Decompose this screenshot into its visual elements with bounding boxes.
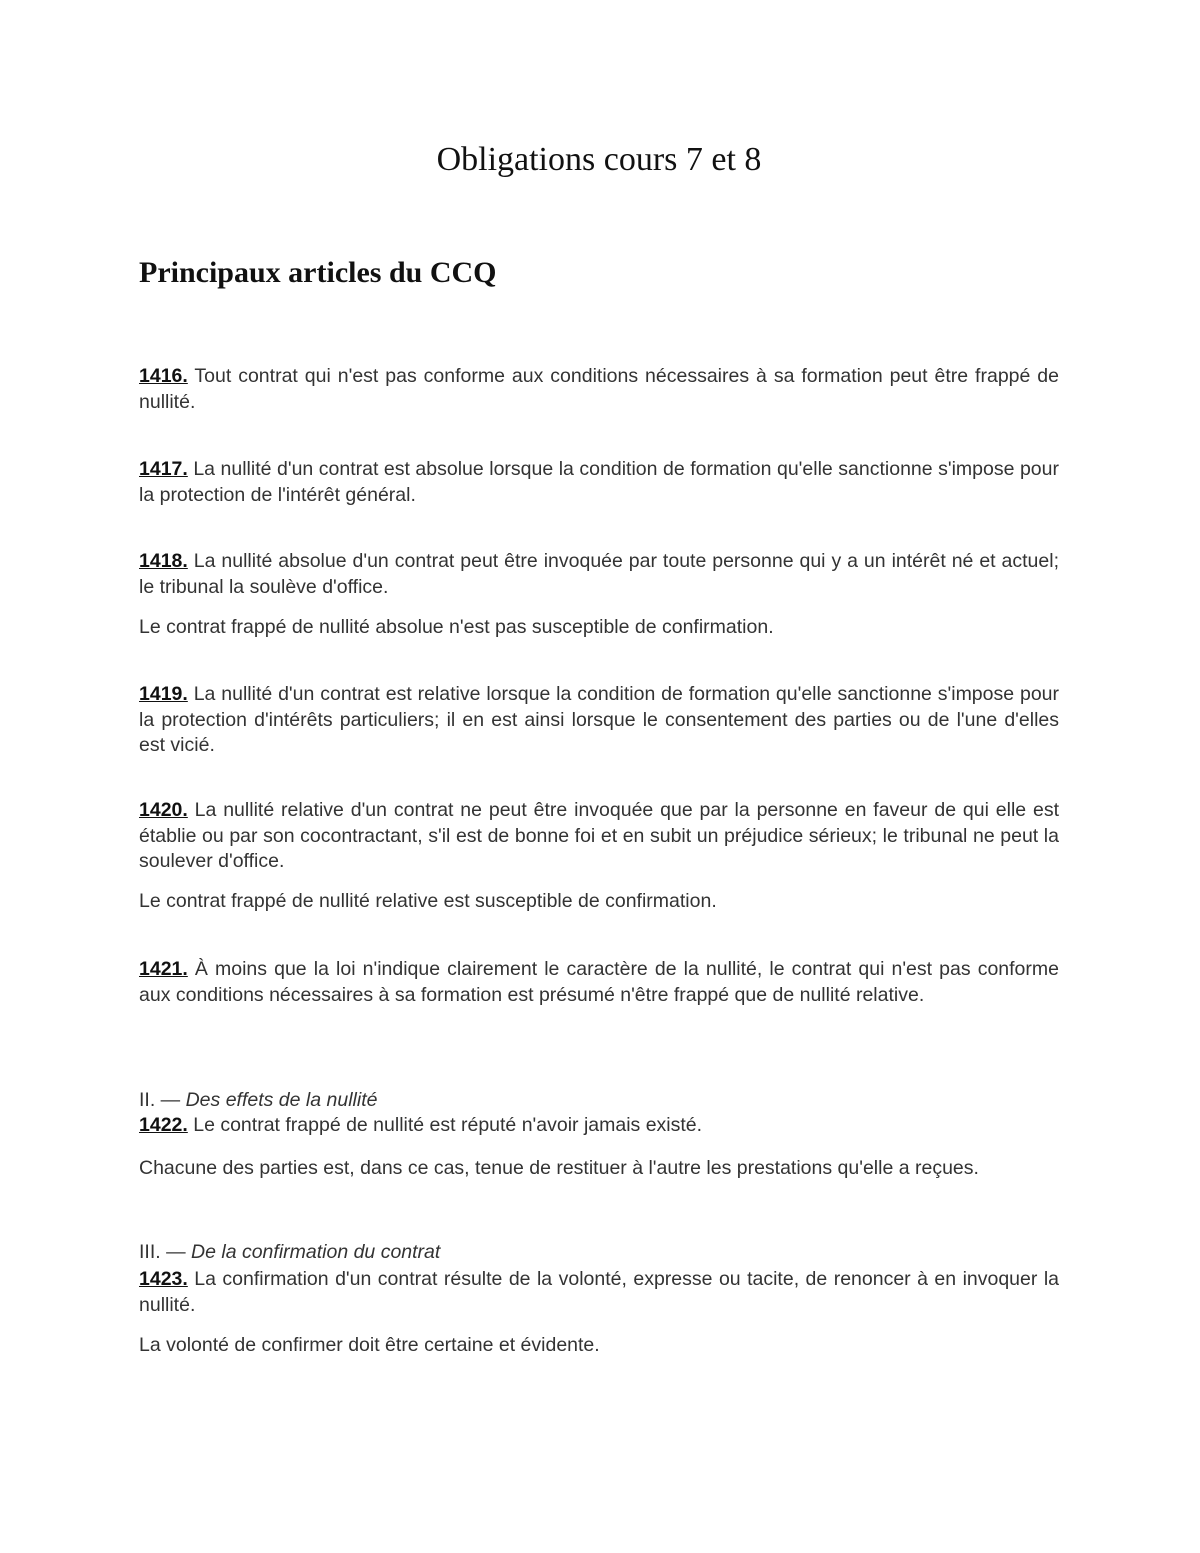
article-1419 (139, 682, 1059, 759)
article-text: Tout contrat qui n'est pas conforme aux conditions nécessaires à sa formation peut être frappé de nullité. (139, 365, 1059, 413)
article-number: 1423. (139, 1268, 188, 1290)
article-text: Le contrat frappé de nullité est réputé n'avoir jamais existé. (187, 1114, 703, 1136)
article-1422 (139, 1113, 1059, 1139)
article-1420 (139, 798, 1059, 875)
article-text: La nullité absolue d'un contrat peut être invoquée par toute personne qui y a un intérêt né et actuel; le tribunal la soulève d'office. (139, 550, 1059, 598)
document-title: Obligations cours 7 et 8 (436, 141, 762, 178)
section-title: Des effets de la nullité (185, 1089, 378, 1111)
article-1423 (139, 1267, 1059, 1318)
article-1418 (139, 549, 1059, 600)
section-heading-effets (139, 1088, 1059, 1114)
article-number: 1420. (139, 799, 188, 821)
section-number: III. — (139, 1241, 192, 1263)
article-1417 (139, 457, 1059, 508)
article-text: La nullité relative d'un contrat ne peut être invoquée que par la personne en faveur de qui elle est établie ou par son cocontractant, s'il est de bonne foi et en subit un préjudice sérieux; le tribunal ne peut la soulever d'office. (139, 799, 1059, 872)
article-1420-paragraph-2: Le contrat frappé de nullité relative est susceptible de confirmation. (139, 890, 717, 912)
section-number: II. — (139, 1089, 186, 1111)
article-number: 1416. (139, 365, 188, 387)
article-1423-paragraph-2: La volonté de confirmer doit être certaine et évidente. (139, 1334, 600, 1356)
article-text: À moins que la loi n'indique clairement le caractère de la nullité, le contrat qui n'est pas conforme aux conditions nécessaires à sa formation est présumé n'être frappé que de nullité relative. (139, 958, 1059, 1006)
section-title: De la confirmation du contrat (191, 1241, 441, 1263)
article-text: La nullité d'un contrat est relative lorsque la condition de formation qu'elle sanctionne s'impose pour la protection d'intérêts particuliers; il en est ainsi lorsque le consentement des parties ou de l'une d'elles est vicié. (139, 683, 1059, 756)
document-page (139, 0, 1059, 1553)
article-text: La confirmation d'un contrat résulte de la volonté, expresse ou tacite, de renoncer à en invoquer la nullité. (139, 1268, 1059, 1316)
article-1422-paragraph-2: Chacune des parties est, dans ce cas, tenue de restituer à l'autre les prestations qu'elle a reçues. (139, 1157, 979, 1179)
article-1418-paragraph-2: Le contrat frappé de nullité absolue n'est pas susceptible de confirmation. (139, 616, 774, 638)
article-number: 1418. (139, 550, 188, 572)
article-text: La nullité d'un contrat est absolue lorsque la condition de formation qu'elle sanctionne s'impose pour la protection de l'intérêt général. (139, 458, 1059, 506)
article-number: 1419. (139, 683, 188, 705)
article-1421 (139, 957, 1059, 1008)
section-heading-confirmation (139, 1240, 1059, 1266)
article-1416 (139, 364, 1059, 415)
article-number: 1417. (139, 458, 188, 480)
article-number: 1421. (139, 958, 188, 980)
document-heading: Principaux articles du CCQ (139, 256, 497, 289)
article-number: 1422. (139, 1114, 188, 1136)
